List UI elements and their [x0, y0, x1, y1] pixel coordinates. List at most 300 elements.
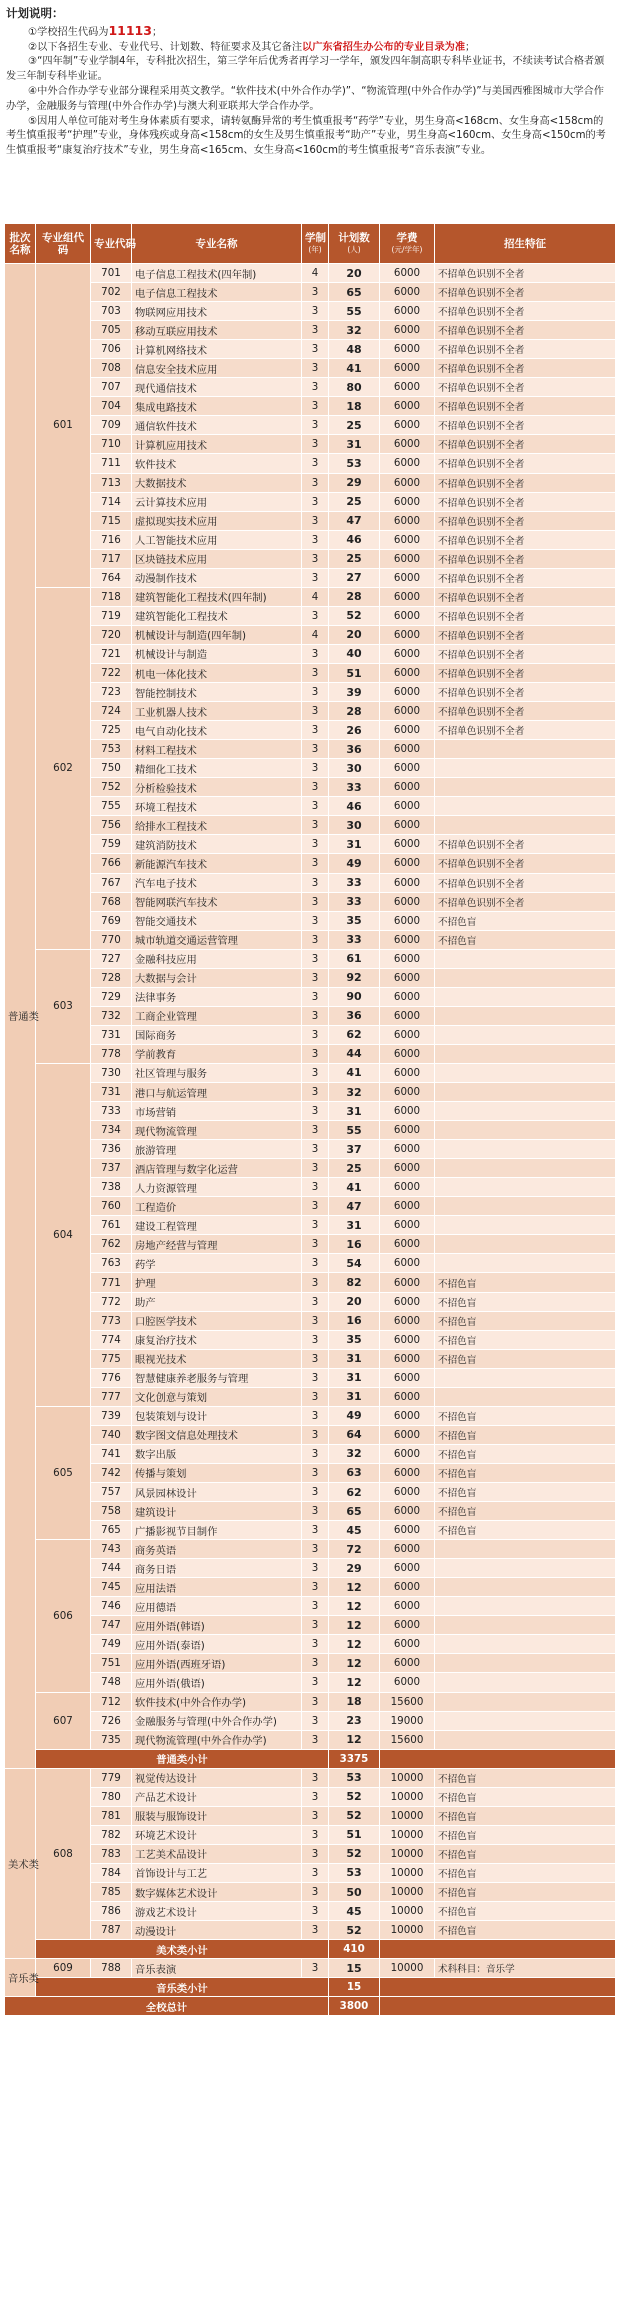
major-name: 机械设计与制造(四年制)	[132, 625, 302, 644]
major-code: 777	[91, 1387, 132, 1406]
major-code: 740	[91, 1425, 132, 1444]
study-years: 3	[302, 378, 329, 397]
major-name: 房地产经营与管理	[132, 1235, 302, 1254]
major-name: 环境工程技术	[132, 797, 302, 816]
major-name: 云计算技术应用	[132, 492, 302, 511]
major-name: 集成电路技术	[132, 397, 302, 416]
plan-count: 31	[329, 1387, 380, 1406]
table-row	[5, 1787, 616, 1806]
study-years: 3	[302, 1463, 329, 1482]
tuition-fee: 6000	[380, 587, 435, 606]
tuition-fee: 15600	[380, 1730, 435, 1749]
enrollment-note: 不招单色识别不全者	[435, 435, 616, 454]
major-code: 718	[91, 587, 132, 606]
tuition-fee: 6000	[380, 854, 435, 873]
plan-count: 53	[329, 1863, 380, 1882]
study-years: 3	[302, 397, 329, 416]
tuition-fee: 10000	[380, 1806, 435, 1825]
major-name: 机电一体化技术	[132, 663, 302, 682]
plan-count: 47	[329, 1197, 380, 1216]
table-row	[5, 302, 616, 321]
plan-count: 29	[329, 1559, 380, 1578]
table-row	[5, 454, 616, 473]
table-row	[5, 1825, 616, 1844]
study-years: 3	[302, 1140, 329, 1159]
study-years: 3	[302, 1483, 329, 1502]
study-years: 3	[302, 1178, 329, 1197]
enrollment-note	[435, 1387, 616, 1406]
plan-count: 52	[329, 606, 380, 625]
enrollment-note	[435, 816, 616, 835]
plan-count: 45	[329, 1902, 380, 1921]
tuition-fee: 6000	[380, 283, 435, 302]
study-years: 3	[302, 663, 329, 682]
header-count: 计划数 (人)	[329, 224, 380, 264]
plan-count: 31	[329, 1102, 380, 1121]
plan-count: 31	[329, 1216, 380, 1235]
study-years: 3	[302, 1768, 329, 1787]
plan-count: 36	[329, 740, 380, 759]
enrollment-note: 不招单色识别不全者	[435, 644, 616, 663]
tuition-fee: 6000	[380, 1463, 435, 1482]
table-row	[5, 1635, 616, 1654]
major-code: 708	[91, 359, 132, 378]
tuition-fee: 6000	[380, 606, 435, 625]
group-code-cell: 602	[36, 587, 91, 949]
study-years: 3	[302, 1197, 329, 1216]
major-code: 753	[91, 740, 132, 759]
major-name: 数字出版	[132, 1444, 302, 1463]
major-name: 电子信息工程技术	[132, 283, 302, 302]
header-years: 学制 (年)	[302, 224, 329, 264]
study-years: 3	[302, 1292, 329, 1311]
table-row	[5, 1140, 616, 1159]
tuition-fee: 6000	[380, 1349, 435, 1368]
major-name: 游戏艺术设计	[132, 1902, 302, 1921]
group-code-cell: 601	[36, 264, 91, 588]
plan-count: 36	[329, 1006, 380, 1025]
tuition-fee: 6000	[380, 797, 435, 816]
tuition-fee: 6000	[380, 835, 435, 854]
enrollment-note	[435, 1102, 616, 1121]
enrollment-note: 不招单色识别不全者	[435, 873, 616, 892]
plan-count: 31	[329, 435, 380, 454]
tuition-fee: 6000	[380, 1406, 435, 1425]
table-body	[5, 264, 616, 2016]
plan-count: 12	[329, 1730, 380, 1749]
table-row	[5, 1159, 616, 1178]
group-code-cell: 607	[36, 1692, 91, 1749]
study-years: 3	[302, 1882, 329, 1901]
tuition-fee: 6000	[380, 759, 435, 778]
major-code: 726	[91, 1711, 132, 1730]
table-row	[5, 1006, 616, 1025]
subtotal-blank	[380, 1749, 616, 1768]
table-row	[5, 1121, 616, 1140]
study-years: 4	[302, 587, 329, 606]
major-name: 数字图文信息处理技术	[132, 1425, 302, 1444]
note-5: ⑤因用人单位可能对考生身体素质有要求，请转氨酶异常的考生慎重报考“药学”专业，男生身高<168cm、女生身高<158cm的考生慎重报考“护理”专业，身体残疾或身高<158cm的女生及男生慎重报考“助产”专业，男生身高<160cm、女生身高<150cm的考生慎重报考“康复治疗技术”专业，男生身高<165cm、女生身高<160cm的考生慎重报考“音乐表演”专业。	[6, 115, 606, 157]
tuition-fee: 10000	[380, 1921, 435, 1940]
plan-count: 64	[329, 1425, 380, 1444]
major-code: 712	[91, 1692, 132, 1711]
plan-count: 53	[329, 1768, 380, 1787]
major-name: 法律事务	[132, 987, 302, 1006]
major-code: 705	[91, 321, 132, 340]
major-name: 智能控制技术	[132, 683, 302, 702]
table-row	[5, 359, 616, 378]
major-code: 701	[91, 264, 132, 283]
major-name: 建设工程管理	[132, 1216, 302, 1235]
header-name: 专业名称	[132, 224, 302, 264]
table-row	[5, 473, 616, 492]
study-years: 3	[302, 1406, 329, 1425]
tuition-fee: 6000	[380, 1006, 435, 1025]
tuition-fee: 6000	[380, 321, 435, 340]
major-name: 应用德语	[132, 1597, 302, 1616]
plan-count: 12	[329, 1673, 380, 1692]
table-row	[5, 1597, 616, 1616]
table-row	[5, 1368, 616, 1387]
enrollment-note: 不招单色识别不全者	[435, 283, 616, 302]
plan-count: 12	[329, 1654, 380, 1673]
enrollment-note	[435, 1197, 616, 1216]
enrollment-note: 不招色盲	[435, 1502, 616, 1521]
major-code: 768	[91, 892, 132, 911]
plan-count: 52	[329, 1921, 380, 1940]
enrollment-note: 术科科目：音乐学	[435, 1959, 616, 1978]
major-code: 731	[91, 1025, 132, 1044]
tuition-fee: 6000	[380, 1368, 435, 1387]
tuition-fee: 6000	[380, 1140, 435, 1159]
table-row	[5, 1483, 616, 1502]
plan-count: 31	[329, 1368, 380, 1387]
study-years: 3	[302, 416, 329, 435]
major-name: 建筑智能化工程技术	[132, 606, 302, 625]
table-row	[5, 511, 616, 530]
enrollment-note: 不招单色识别不全者	[435, 892, 616, 911]
plan-count: 46	[329, 797, 380, 816]
tuition-fee: 6000	[380, 1025, 435, 1044]
enrollment-note: 不招色盲	[435, 1863, 616, 1882]
tuition-fee: 6000	[380, 1102, 435, 1121]
study-years: 3	[302, 1787, 329, 1806]
study-years: 3	[302, 1902, 329, 1921]
major-name: 金融科技应用	[132, 949, 302, 968]
group-code-cell: 604	[36, 1063, 91, 1406]
table-row	[5, 1806, 616, 1825]
table-row	[5, 435, 616, 454]
study-years: 3	[302, 1521, 329, 1540]
plan-count: 35	[329, 911, 380, 930]
major-name: 音乐表演	[132, 1959, 302, 1978]
major-name: 旅游管理	[132, 1140, 302, 1159]
study-years: 3	[302, 1254, 329, 1273]
major-code: 744	[91, 1559, 132, 1578]
study-years: 3	[302, 321, 329, 340]
study-years: 3	[302, 683, 329, 702]
plan-count: 51	[329, 663, 380, 682]
enrollment-note	[435, 949, 616, 968]
tuition-fee: 6000	[380, 778, 435, 797]
tuition-fee: 6000	[380, 1044, 435, 1063]
subtotal-row	[5, 1978, 616, 1997]
subtotal-blank	[380, 1940, 616, 1959]
study-years: 3	[302, 511, 329, 530]
enrollment-note	[435, 1235, 616, 1254]
major-code: 756	[91, 816, 132, 835]
study-years: 3	[302, 606, 329, 625]
group-code-cell: 605	[36, 1406, 91, 1539]
group-code-cell: 606	[36, 1540, 91, 1692]
study-years: 3	[302, 1844, 329, 1863]
enrollment-note	[435, 968, 616, 987]
major-code: 765	[91, 1521, 132, 1540]
plan-count: 46	[329, 530, 380, 549]
study-years: 3	[302, 1121, 329, 1140]
plan-count: 25	[329, 416, 380, 435]
enrollment-note: 不招色盲	[435, 1273, 616, 1292]
enrollment-note: 不招色盲	[435, 1444, 616, 1463]
major-code: 774	[91, 1330, 132, 1349]
tuition-fee: 6000	[380, 892, 435, 911]
plan-count: 29	[329, 473, 380, 492]
major-code: 717	[91, 549, 132, 568]
group-code-cell: 609	[36, 1959, 91, 1978]
tuition-fee: 10000	[380, 1768, 435, 1787]
study-years: 3	[302, 568, 329, 587]
tuition-fee: 6000	[380, 625, 435, 644]
tuition-fee: 6000	[380, 473, 435, 492]
table-row	[5, 683, 616, 702]
major-name: 眼视光技术	[132, 1349, 302, 1368]
enrollment-note: 不招色盲	[435, 1292, 616, 1311]
enrollment-note	[435, 1178, 616, 1197]
enrollment-note: 不招单色识别不全者	[435, 264, 616, 283]
major-code: 771	[91, 1273, 132, 1292]
table-row	[5, 1502, 616, 1521]
table-row	[5, 1959, 616, 1978]
major-name: 工业机器人技术	[132, 702, 302, 721]
table-row	[5, 1521, 616, 1540]
table-row	[5, 1044, 616, 1063]
major-code: 736	[91, 1140, 132, 1159]
table-row	[5, 1711, 616, 1730]
major-name: 护理	[132, 1273, 302, 1292]
enrollment-note: 不招单色识别不全者	[435, 473, 616, 492]
enrollment-note: 不招色盲	[435, 930, 616, 949]
major-code: 779	[91, 1768, 132, 1787]
major-name: 环境艺术设计	[132, 1825, 302, 1844]
table-row	[5, 949, 616, 968]
enrollment-note: 不招色盲	[435, 1921, 616, 1940]
table-row	[5, 1102, 616, 1121]
tuition-fee: 6000	[380, 435, 435, 454]
enrollment-note: 不招单色识别不全者	[435, 492, 616, 511]
study-years: 3	[302, 1387, 329, 1406]
major-code: 758	[91, 1502, 132, 1521]
enrollment-note	[435, 1254, 616, 1273]
enrollment-note	[435, 797, 616, 816]
table-row	[5, 987, 616, 1006]
major-name: 港口与航运管理	[132, 1083, 302, 1102]
table-row	[5, 759, 616, 778]
tuition-fee: 6000	[380, 1444, 435, 1463]
major-name: 建筑设计	[132, 1502, 302, 1521]
plan-count: 48	[329, 340, 380, 359]
major-code: 723	[91, 683, 132, 702]
enrollment-note: 不招单色识别不全者	[435, 302, 616, 321]
major-code: 782	[91, 1825, 132, 1844]
major-name: 工艺美术品设计	[132, 1844, 302, 1863]
major-name: 现代通信技术	[132, 378, 302, 397]
enrollment-note: 不招单色识别不全者	[435, 416, 616, 435]
major-code: 749	[91, 1635, 132, 1654]
plan-count: 20	[329, 1292, 380, 1311]
enrollment-note: 不招色盲	[435, 1463, 616, 1482]
plan-count: 80	[329, 378, 380, 397]
enrollment-note: 不招单色识别不全者	[435, 854, 616, 873]
header-group: 专业组代码	[36, 224, 91, 264]
study-years: 3	[302, 1368, 329, 1387]
major-code: 775	[91, 1349, 132, 1368]
enrollment-note: 不招单色识别不全者	[435, 397, 616, 416]
tuition-fee: 6000	[380, 1273, 435, 1292]
major-name: 智慧健康养老服务与管理	[132, 1368, 302, 1387]
study-years: 3	[302, 1425, 329, 1444]
study-years: 3	[302, 1711, 329, 1730]
enrollment-note: 不招色盲	[435, 1825, 616, 1844]
major-code: 750	[91, 759, 132, 778]
plan-count: 16	[329, 1235, 380, 1254]
table-row	[5, 854, 616, 873]
subtotal-row	[5, 1940, 616, 1959]
tuition-fee: 6000	[380, 530, 435, 549]
major-name: 现代物流管理	[132, 1121, 302, 1140]
major-code: 755	[91, 797, 132, 816]
header-fee: 学费 (元/学年)	[380, 224, 435, 264]
plan-count: 62	[329, 1483, 380, 1502]
enrollment-note: 不招色盲	[435, 1311, 616, 1330]
study-years: 3	[302, 721, 329, 740]
enrollment-note: 不招单色识别不全者	[435, 568, 616, 587]
enrollment-note	[435, 1063, 616, 1082]
study-years: 3	[302, 340, 329, 359]
plan-count: 44	[329, 1044, 380, 1063]
tuition-fee: 10000	[380, 1902, 435, 1921]
major-code: 724	[91, 702, 132, 721]
school-code: 11113	[108, 22, 152, 38]
major-name: 智能交通技术	[132, 911, 302, 930]
enrollment-note: 不招单色识别不全者	[435, 359, 616, 378]
group-code-cell: 608	[36, 1768, 91, 1939]
table-row	[5, 1406, 616, 1425]
major-code: 730	[91, 1063, 132, 1082]
plan-count: 31	[329, 835, 380, 854]
plan-count: 27	[329, 568, 380, 587]
study-years: 3	[302, 987, 329, 1006]
table-row	[5, 625, 616, 644]
enrollment-note: 不招单色识别不全者	[435, 530, 616, 549]
plan-count: 49	[329, 1406, 380, 1425]
major-code: 734	[91, 1121, 132, 1140]
major-code: 784	[91, 1863, 132, 1882]
major-name: 大数据技术	[132, 473, 302, 492]
major-name: 首饰设计与工艺	[132, 1863, 302, 1882]
table-row	[5, 1673, 616, 1692]
major-code: 785	[91, 1882, 132, 1901]
tuition-fee: 6000	[380, 1254, 435, 1273]
enrollment-note	[435, 987, 616, 1006]
major-name: 药学	[132, 1254, 302, 1273]
tuition-fee: 6000	[380, 1083, 435, 1102]
study-years: 3	[302, 1311, 329, 1330]
major-name: 计算机应用技术	[132, 435, 302, 454]
tuition-fee: 6000	[380, 930, 435, 949]
study-years: 3	[302, 949, 329, 968]
study-years: 3	[302, 835, 329, 854]
study-years: 3	[302, 302, 329, 321]
enrollment-note	[435, 1044, 616, 1063]
plan-count: 30	[329, 816, 380, 835]
major-code: 778	[91, 1044, 132, 1063]
table-row	[5, 1063, 616, 1082]
study-years: 3	[302, 892, 329, 911]
plan-count: 25	[329, 1159, 380, 1178]
tuition-fee: 6000	[380, 1578, 435, 1597]
major-name: 材料工程技术	[132, 740, 302, 759]
major-name: 电子信息工程技术(四年制)	[132, 264, 302, 283]
major-code: 716	[91, 530, 132, 549]
major-code: 738	[91, 1178, 132, 1197]
table-row	[5, 606, 616, 625]
plan-count: 53	[329, 454, 380, 473]
tuition-fee: 6000	[380, 911, 435, 930]
tuition-fee: 6000	[380, 1216, 435, 1235]
major-code: 715	[91, 511, 132, 530]
study-years: 3	[302, 1635, 329, 1654]
major-code: 787	[91, 1921, 132, 1940]
table-row	[5, 1330, 616, 1349]
study-years: 3	[302, 816, 329, 835]
table-row	[5, 549, 616, 568]
enrollment-note: 不招单色识别不全者	[435, 663, 616, 682]
table-row	[5, 1902, 616, 1921]
major-name: 虚拟现实技术应用	[132, 511, 302, 530]
major-code: 704	[91, 397, 132, 416]
study-years: 3	[302, 1235, 329, 1254]
enrollment-note	[435, 1597, 616, 1616]
study-years: 3	[302, 549, 329, 568]
major-name: 软件技术(中外合作办学)	[132, 1692, 302, 1711]
enrollment-note	[435, 1025, 616, 1044]
study-years: 3	[302, 1730, 329, 1749]
major-code: 732	[91, 1006, 132, 1025]
subtotal-blank	[380, 1978, 616, 1997]
enrollment-note: 不招单色识别不全者	[435, 835, 616, 854]
major-code: 722	[91, 663, 132, 682]
major-name: 视觉传达设计	[132, 1768, 302, 1787]
table-row	[5, 1425, 616, 1444]
major-code: 729	[91, 987, 132, 1006]
tuition-fee: 15600	[380, 1692, 435, 1711]
study-years: 3	[302, 1083, 329, 1102]
major-name: 广播影视节目制作	[132, 1521, 302, 1540]
table-row	[5, 416, 616, 435]
major-code: 748	[91, 1673, 132, 1692]
study-years: 3	[302, 930, 329, 949]
plan-count: 55	[329, 302, 380, 321]
